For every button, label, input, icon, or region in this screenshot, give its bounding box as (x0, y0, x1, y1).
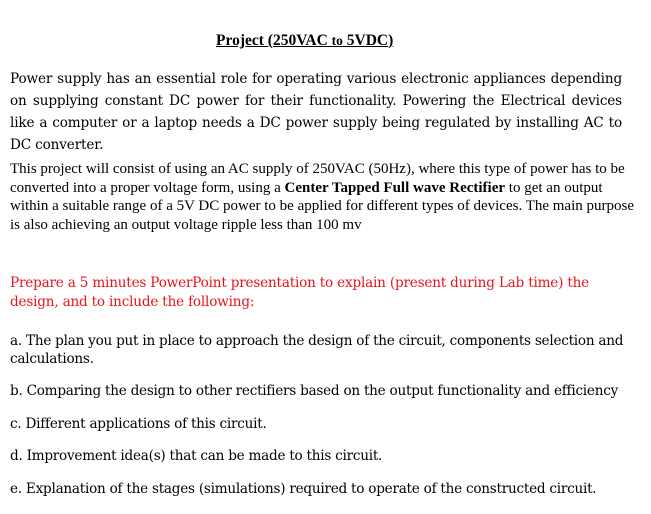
project-description-paragraph (10, 160, 635, 234)
list-item-c: c. Different applications of this circuit. (10, 416, 267, 432)
list-item-b: b. Comparing the design to other rectifiers based on the output functionality and efficiency (10, 383, 618, 399)
description-text-after: to get an output within a suitable range of a 5V DC power to be applied for different types of devices. The main purpose is also achieving an output voltage ripple less than 100 mv (10, 179, 634, 233)
title-prefix: Project ( (216, 32, 273, 49)
title-suffix: ) (388, 32, 394, 49)
title-output: 5VDC (346, 32, 389, 49)
description-text-before: This project will consist of using an AC supply of 250VAC (50Hz), where this type of power has to be converted into a proper voltage form, using a (10, 161, 625, 196)
list-item-d: d. Improvement idea(s) that can be made to this circuit. (10, 448, 383, 464)
list-item-a: a. The plan you put in place to approach the design of the circuit, components selection and calculations. (10, 333, 624, 367)
presentation-instruction: Prepare a 5 minutes PowerPoint presentation to explain (present during Lab time) the design, and to include the following: (10, 275, 590, 310)
list-item-e: e. Explanation of the stages (simulations) required to operate of the constructed circuit. (10, 481, 597, 497)
intro-paragraph: Power supply has an essential role for operating various electronic appliances depending on supplying constant DC power for their functionality. Powering the Electrical devices like a computer or a laptop needs a DC power supply being regulated by installing AC to DC converter. (10, 71, 622, 153)
title-voltage: 250VAC (272, 32, 328, 49)
page-title (216, 32, 393, 50)
rectifier-type-emphasis: Center Tapped Full wave Rectifier (284, 179, 506, 196)
title-to: to (331, 33, 343, 48)
